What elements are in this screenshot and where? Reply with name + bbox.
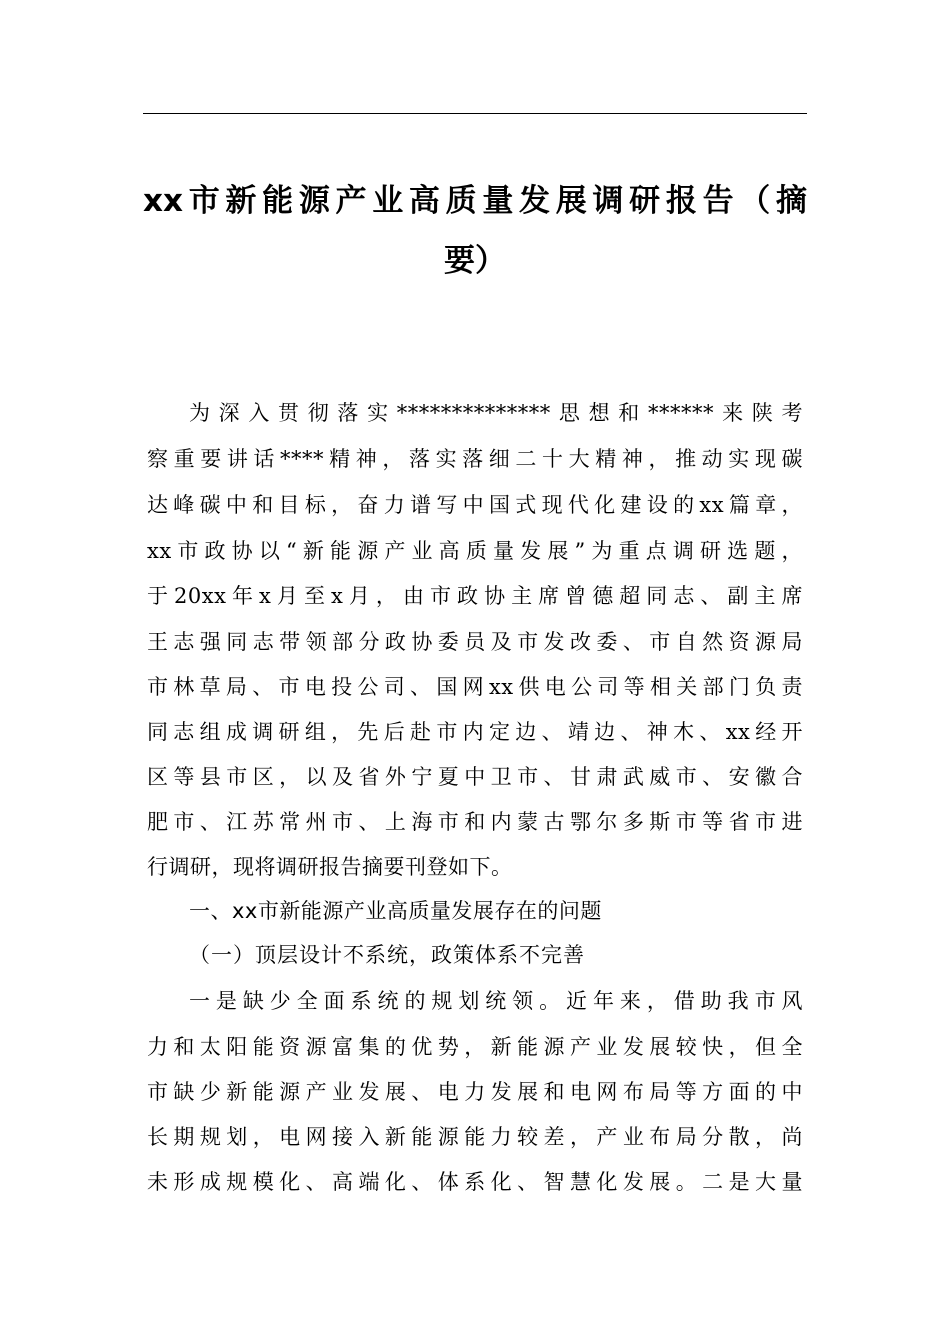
paragraph-line: 区等县市区，以及省外宁夏中卫市、甘肃武威市、安徽合: [147, 765, 803, 789]
paragraph-line: xx市政协以“新能源产业高质量发展”为重点调研选题，: [147, 539, 803, 563]
paragraph-line: 长期规划，电网接入新能源能力较差，产业布局分散，尚: [147, 1125, 803, 1149]
header-rule: [143, 113, 807, 114]
paragraph-line: 同志组成调研组，先后赴市内定边、靖边、神木、xx经开: [147, 720, 803, 744]
paragraph-line: 肥市、江苏常州市、上海市和内蒙古鄂尔多斯市等省市进: [147, 810, 803, 834]
title-line-2: 要）: [444, 243, 506, 279]
paragraph-line: 市林草局、市电投公司、国网xx供电公司等相关部门负责: [147, 675, 803, 699]
paragraph-line: 未形成规模化、高端化、体系化、智慧化发展。二是大量: [147, 1170, 803, 1194]
paragraph-line: 于20xx年x月至x月，由市政协主席曾德超同志、副主席: [147, 584, 803, 608]
paragraph-line: 力和太阳能资源富集的优势，新能源产业发展较快，但全: [147, 1035, 803, 1059]
paragraph-line: 达峰碳中和目标，奋力谱写中国式现代化建设的xx篇章，: [147, 493, 803, 517]
paragraph-line: 为深入贯彻落实**************思想和******来陕考: [189, 401, 803, 425]
paragraph-line: 王志强同志带领部分政协委员及市发改委、市自然资源局: [147, 630, 803, 654]
paragraph-line: 市缺少新能源产业发展、电力发展和电网布局等方面的中: [147, 1080, 803, 1104]
paragraph-line: 行调研，现将调研报告摘要刊登如下。: [147, 855, 513, 879]
section-heading: 一、xx市新能源产业高质量发展存在的问题: [189, 899, 602, 923]
title-line-1: xx市新能源产业高质量发展调研报告（摘: [143, 183, 807, 219]
paragraph-line: 察重要讲话****精神，落实落细二十大精神，推动实现碳: [147, 447, 803, 471]
subsection-heading: （一）顶层设计不系统，政策体系不完善: [189, 943, 585, 967]
paragraph-line: 一是缺少全面系统的规划统领。近年来，借助我市风: [189, 989, 803, 1013]
